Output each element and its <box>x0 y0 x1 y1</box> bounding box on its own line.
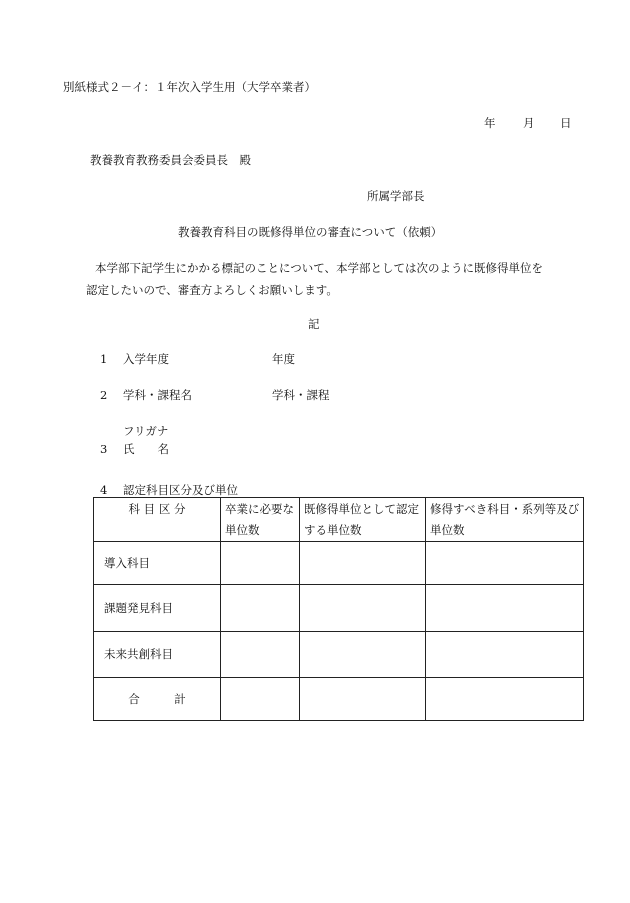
date-month: 月 <box>523 116 535 130</box>
item-department <box>100 390 192 402</box>
input-cell[interactable] <box>426 632 584 678</box>
header-required-credits <box>221 498 300 542</box>
item-enrollment-year <box>100 354 169 366</box>
input-cell[interactable] <box>221 632 300 678</box>
form-identifier: 別紙様式２－イ：１年次入学生用（大学卒業者） <box>63 80 316 94</box>
header-text: 卒業に必要な <box>225 502 294 516</box>
ki-heading: 記 <box>308 317 320 331</box>
item-label: 入学年度 <box>123 352 169 366</box>
input-cell[interactable] <box>426 585 584 632</box>
total-label: 合 計 <box>94 678 221 721</box>
item-label: 氏 名 <box>123 442 169 456</box>
input-cell[interactable] <box>300 542 426 585</box>
input-cell[interactable] <box>300 632 426 678</box>
header-text: 既修得単位として認定 <box>304 502 419 516</box>
item-label: 学科・課程名 <box>123 388 192 402</box>
sender: 所属学部長 <box>367 189 425 203</box>
header-remaining-credits <box>426 498 584 542</box>
input-cell[interactable] <box>221 678 300 721</box>
row-label: 課題発見科目 <box>94 585 221 632</box>
table-row <box>94 585 584 632</box>
table-header-row <box>94 498 584 542</box>
row-label: 未来共創科目 <box>94 632 221 678</box>
furigana-label: フリガナ <box>123 424 169 438</box>
date-day: 日 <box>560 116 572 130</box>
credit-table <box>93 497 584 721</box>
item-number: 2 <box>100 388 108 402</box>
item-number: 3 <box>100 442 108 456</box>
input-cell[interactable] <box>426 678 584 721</box>
header-text: する単位数 <box>304 523 362 537</box>
body-text-line-2: 認定したいので、審査方よろしくお願いします。 <box>86 283 338 297</box>
item-label: 認定科目区分及び単位 <box>123 483 238 497</box>
addressee: 教養教育教務委員会委員長 殿 <box>90 153 251 167</box>
department-unit: 学科・課程 <box>272 388 330 402</box>
header-text: 単位数 <box>430 523 465 537</box>
header-category: 科 目 区 分 <box>94 498 221 542</box>
date-year: 年 <box>484 116 496 130</box>
input-cell[interactable] <box>221 542 300 585</box>
item-number: 4 <box>100 483 108 497</box>
input-cell[interactable] <box>300 678 426 721</box>
header-acquired-credits <box>300 498 426 542</box>
row-label: 導入科目 <box>94 542 221 585</box>
input-cell[interactable] <box>221 585 300 632</box>
table-row <box>94 632 584 678</box>
table-row <box>94 542 584 585</box>
item-number: 1 <box>100 352 108 366</box>
item-credit-category <box>100 485 238 497</box>
table-total-row <box>94 678 584 721</box>
document-title: 教養教育科目の既修得単位の審査について（依頼） <box>178 225 443 239</box>
header-text: 修得すべき科目・系列等及び <box>430 502 580 516</box>
input-cell[interactable] <box>426 542 584 585</box>
header-text: 単位数 <box>225 523 260 537</box>
body-text-line-1: 本学部下記学生にかかる標記のことについて、本学部としては次のように既修得単位を <box>95 261 544 275</box>
enrollment-year-unit: 年度 <box>272 352 295 366</box>
input-cell[interactable] <box>300 585 426 632</box>
item-name <box>100 444 169 456</box>
date-line <box>484 118 572 130</box>
